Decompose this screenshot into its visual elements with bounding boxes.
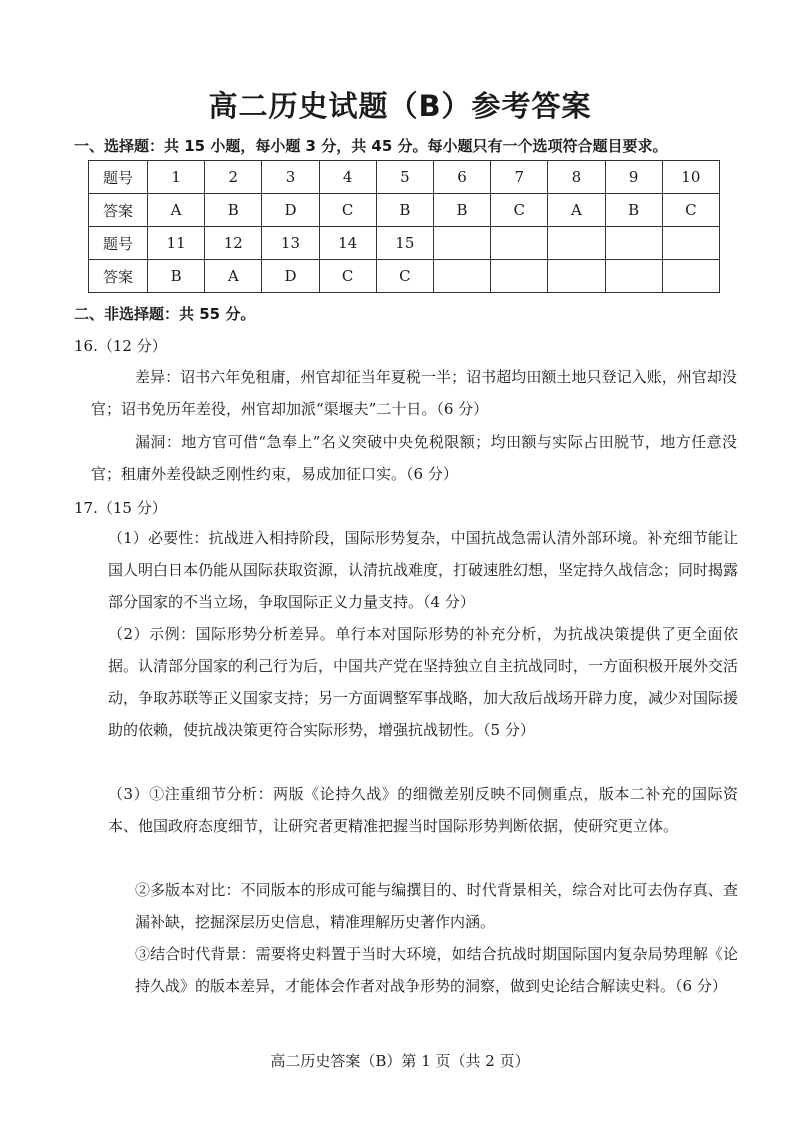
answer-cell: B bbox=[205, 194, 262, 227]
question-number-cell: 12 bbox=[205, 227, 262, 260]
q17-part3-detail: （3）①注重细节分析：两版《论持久战》的细微差别反映不同侧重点，版本二补充的国际资本、他国政府态度细节，让研究者更精准把握当时国际形势判断依据，使研究更立体。 bbox=[108, 785, 738, 835]
q17-part2: （2）示例：国际形势分析差异。单行本对国际形势的补充分析，为抗战决策提供了更全面依据。认清部分国家的利己行为后，中国共产党在坚持独立自主抗战同时，一方面积极开展外交活动，争取苏联等正义国家支持；另一方面调整军事战略，加大敌后战场开辟力度，减少对国际援助的依赖，使抗战决策更符合实际形势，增强抗战韧性。（5 分） bbox=[108, 625, 739, 739]
answer-cell: A bbox=[548, 194, 605, 227]
answer-table bbox=[88, 160, 720, 293]
question-number-row bbox=[89, 227, 720, 260]
row-label-answer: 答案 bbox=[89, 260, 148, 293]
question-number-cell: 5 bbox=[376, 161, 433, 194]
question-number-cell: 13 bbox=[262, 227, 319, 260]
answer-cell bbox=[605, 260, 662, 293]
section2-heading: 二、非选择题：共 55 分。 bbox=[74, 305, 256, 323]
section1-heading: 一、选择题：共 15 小题，每小题 3 分，共 45 分。每小题只有一个选项符合题目要求。 bbox=[74, 137, 668, 155]
question-number-cell bbox=[662, 227, 719, 260]
q16-difference: 差异：诏书六年免租庸，州官却征当年夏税一半；诏书超均田额土地只登记入账，州官却没官；诏书免历年差役，州官却加派“渠堰夫”二十日。（6 分） bbox=[91, 368, 737, 418]
question-number-cell: 10 bbox=[662, 161, 719, 194]
answer-cell: B bbox=[605, 194, 662, 227]
answer-cell: C bbox=[491, 194, 548, 227]
answer-row bbox=[89, 194, 720, 227]
question-number-row bbox=[89, 161, 720, 194]
question-number-cell: 4 bbox=[319, 161, 376, 194]
q17-part1: （1）必要性：抗战进入相持阶段，国际形势复杂，中国抗战急需认清外部环境。补充细节能让国人明白日本仍能从国际获取资源，认清抗战难度，打破速胜幻想，坚定持久战信念；同时揭露部分国家的不当立场，争取国际正义力量支持。（4 分） bbox=[108, 529, 739, 611]
question-number-cell bbox=[548, 227, 605, 260]
question-number-cell: 9 bbox=[605, 161, 662, 194]
answer-cell: D bbox=[262, 194, 319, 227]
page-footer: 高二历史答案（B）第 1 页（共 2 页） bbox=[270, 1052, 530, 1070]
q16-label: 16.（12 分） bbox=[74, 337, 167, 355]
answer-cell: C bbox=[376, 260, 433, 293]
answer-cell: B bbox=[433, 194, 490, 227]
answer-cell bbox=[491, 260, 548, 293]
answer-cell: A bbox=[205, 260, 262, 293]
q17-label: 17.（15 分） bbox=[74, 499, 167, 517]
answer-cell: B bbox=[376, 194, 433, 227]
q16-loophole: 漏洞：地方官可借“急奉上”名义突破中央免税限额；均田额与实际占田脱节，地方任意没官；租庸外差役缺乏刚性约束，易成加征口实。（6 分） bbox=[91, 433, 737, 483]
question-number-cell: 1 bbox=[148, 161, 205, 194]
question-number-cell: 8 bbox=[548, 161, 605, 194]
answer-cell bbox=[662, 260, 719, 293]
row-label-question: 题号 bbox=[89, 227, 148, 260]
question-number-cell bbox=[433, 227, 490, 260]
question-number-cell bbox=[491, 227, 548, 260]
row-label-answer: 答案 bbox=[89, 194, 148, 227]
question-number-cell: 15 bbox=[376, 227, 433, 260]
q17-part3-context: ③结合时代背景：需要将史料置于当时大环境，如结合抗战时期国际国内复杂局势理解《论持久战》的版本差异，才能体会作者对战争形势的洞察，做到史论结合解读史料。（6 分） bbox=[135, 945, 738, 995]
answer-cell: C bbox=[662, 194, 719, 227]
answer-row bbox=[89, 260, 720, 293]
q17-part3-compare: ②多版本对比：不同版本的形成可能与编撰目的、时代背景相关，综合对比可去伪存真、查漏补缺，挖掘深层历史信息，精准理解历史著作内涵。 bbox=[135, 881, 738, 931]
question-number-cell: 6 bbox=[433, 161, 490, 194]
answer-cell: C bbox=[319, 194, 376, 227]
question-number-cell: 14 bbox=[319, 227, 376, 260]
question-number-cell bbox=[605, 227, 662, 260]
answer-cell: C bbox=[319, 260, 376, 293]
question-number-cell: 7 bbox=[491, 161, 548, 194]
answer-cell bbox=[548, 260, 605, 293]
answer-cell: D bbox=[262, 260, 319, 293]
question-number-cell: 11 bbox=[148, 227, 205, 260]
page-title: 高二历史试题（B）参考答案 bbox=[208, 89, 592, 123]
question-number-cell: 2 bbox=[205, 161, 262, 194]
answer-cell: B bbox=[148, 260, 205, 293]
question-number-cell: 3 bbox=[262, 161, 319, 194]
row-label-question: 题号 bbox=[89, 161, 148, 194]
answer-cell: A bbox=[148, 194, 205, 227]
answer-cell bbox=[433, 260, 490, 293]
